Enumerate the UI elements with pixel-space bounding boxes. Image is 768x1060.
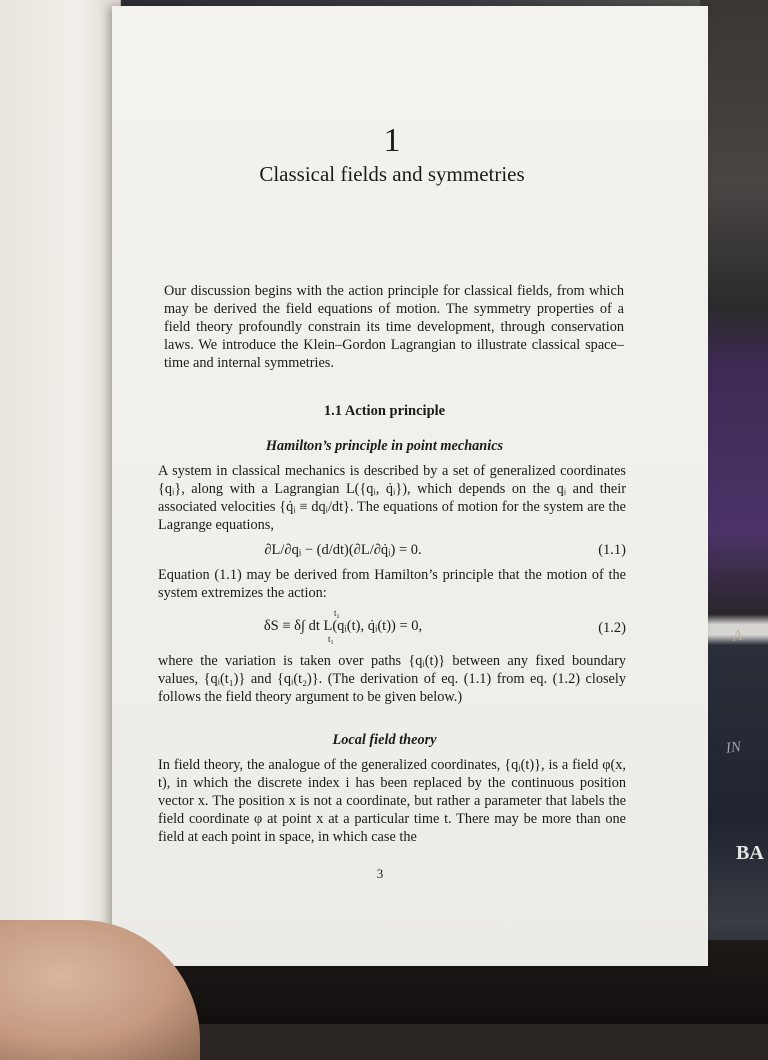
equation-1-2 — [158, 608, 626, 646]
spine-label-1: A — [731, 627, 744, 645]
spine-label-3: BA — [736, 842, 764, 864]
integral-upper-limit: t₂ — [334, 608, 340, 618]
equation-1-1 — [158, 542, 626, 562]
paragraph-lagrangian: A system in classical mechanics is described by a set of generalized coordinates {qᵢ}, along with a Lagrangian L({qᵢ, q̇ᵢ}), which depends on the qᵢ and their associated velocities {q̇ᵢ ≡ dqᵢ/dt}. The equations of motion for the system are the Lagrange equations, — [158, 463, 626, 533]
integral-lower-limit: t₁ — [328, 634, 334, 644]
paragraph-local-field-theory: In field theory, the analogue of the generalized coordinates, {qᵢ(t)}, is a field φ(x, t), in which the discrete index i has been replaced by the continuous position vector x. The position x is not a coordinate, but rather a parameter that labels the field coordinate φ at point x at a particular time t. There may be more than one field at each point in space, in which case the — [158, 757, 626, 845]
equation-1-1-expression: ∂L/∂qᵢ − (d/dt)(∂L/∂q̇ᵢ) = 0. — [264, 542, 422, 558]
facing-page — [0, 0, 121, 940]
book-page — [112, 6, 708, 966]
equation-1-2-number: (1.2) — [598, 620, 626, 636]
paragraph-hamilton-principle: Equation (1.1) may be derived from Hamilton’s principle that the motion of the system extremizes the action: — [158, 567, 626, 601]
subsection-heading-local-field: Local field theory — [332, 732, 437, 748]
paragraph-variation: where the variation is taken over paths {qᵢ(t)} between any fixed boundary values, {qᵢ(t₁)} and {qᵢ(t₂)}. (The derivation of eq. (1.1) from eq. (1.2) closely follows the field theory argument to be given below.) — [158, 653, 626, 705]
page-number: 3 — [376, 866, 384, 881]
chapter-title: Classical fields and symmetries — [259, 162, 525, 186]
chapter-intro-paragraph: Our discussion begins with the action principle for classical fields, from which may be derived the field equations of motion. The symmetry properties of a field theory profoundly constrain its time development, through conservation laws. We introduce the Klein–Gordon Lagrangian to illustrate classical space–time and internal symmetries. — [164, 283, 624, 371]
equation-1-1-number: (1.1) — [598, 542, 626, 558]
section-heading: 1.1 Action principle — [323, 403, 446, 419]
equation-1-2-expression: δS ≡ δ∫ dt L(qᵢ(t), q̇ᵢ(t)) = 0, — [263, 618, 423, 634]
subsection-heading-hamilton: Hamilton’s principle in point mechanics — [265, 438, 504, 454]
spine-label-2: IN — [725, 739, 742, 757]
chapter-number: 1 — [383, 122, 401, 159]
background-bookshelf — [700, 0, 768, 1024]
